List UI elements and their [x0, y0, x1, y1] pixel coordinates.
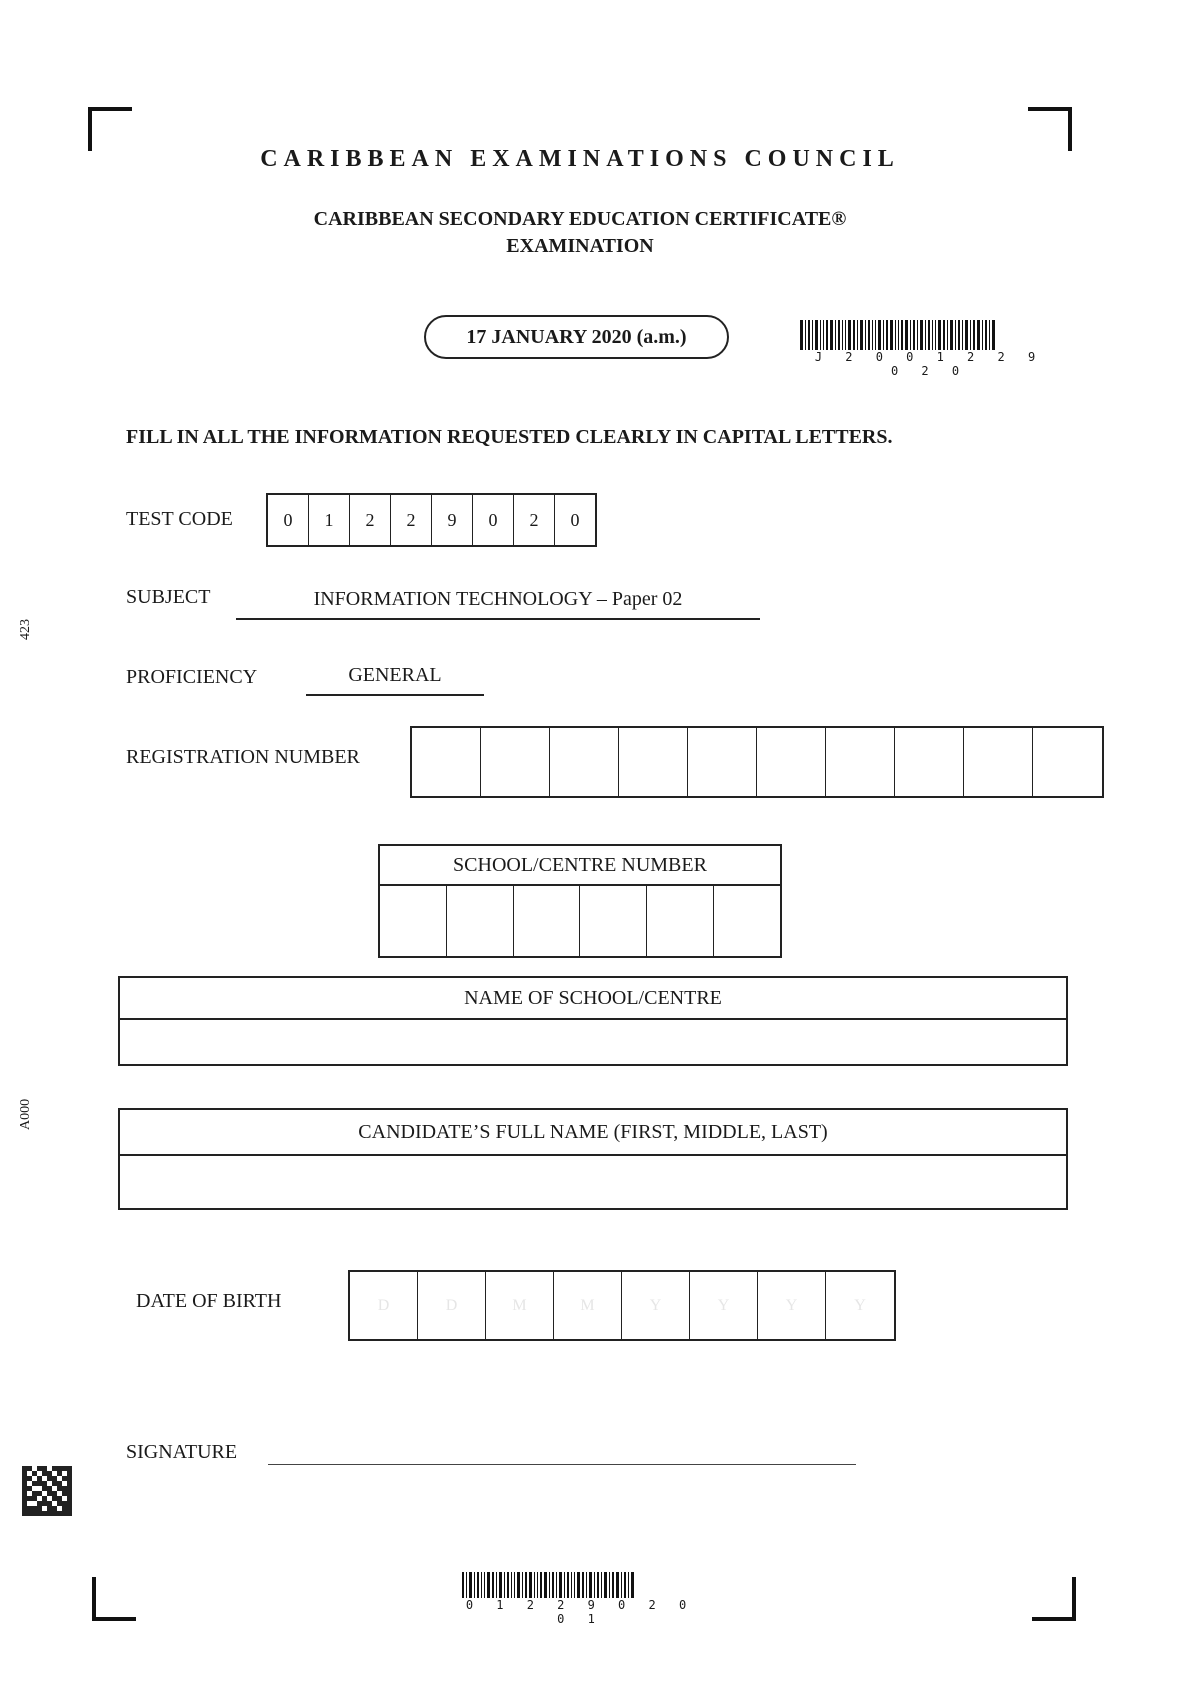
date-of-birth-boxes: [348, 1270, 896, 1341]
test-code-digit: 2: [350, 495, 391, 545]
registration-box[interactable]: [481, 728, 550, 796]
datamatrix-code: [22, 1466, 72, 1516]
school-centre-number-cells: [380, 886, 780, 956]
dob-cell[interactable]: D: [418, 1272, 486, 1339]
barcode-top-digits: J 2 0 0 1 2 2 9 0 2 0: [814, 350, 1044, 378]
school-centre-number-cell[interactable]: [514, 886, 581, 956]
test-code-digit: 9: [432, 495, 473, 545]
corner-mark-bottom-right: [1032, 1577, 1076, 1621]
test-code-boxes: [266, 493, 597, 547]
proficiency-label: PROFICIENCY: [126, 666, 258, 688]
registration-box[interactable]: [826, 728, 895, 796]
school-centre-number-cell[interactable]: [647, 886, 714, 956]
school-centre-name-label: NAME OF SCHOOL/CENTRE: [120, 978, 1066, 1020]
barcode-bottom: [462, 1572, 698, 1626]
school-centre-name-box: [118, 976, 1068, 1066]
exam-date: 17 JANUARY 2020 (a.m.): [424, 315, 729, 359]
dob-cell[interactable]: Y: [758, 1272, 826, 1339]
registration-box[interactable]: [550, 728, 619, 796]
barcode-top: [800, 320, 1058, 378]
dob-cell[interactable]: M: [554, 1272, 622, 1339]
dob-cell[interactable]: Y: [854, 1297, 866, 1314]
registration-box[interactable]: [688, 728, 757, 796]
school-centre-number-cell[interactable]: [580, 886, 647, 956]
dob-cell[interactable]: Y: [690, 1272, 758, 1339]
subject-label: SUBJECT: [126, 586, 211, 608]
registration-box[interactable]: [619, 728, 688, 796]
signature-label: SIGNATURE: [126, 1441, 238, 1463]
certificate-line: CARIBBEAN SECONDARY EDUCATION CERTIFICATE®: [313, 208, 847, 230]
side-code-top: 423: [18, 619, 33, 640]
barcode-bottom-bars: [462, 1572, 698, 1598]
certificate-title: [0, 206, 1160, 260]
corner-mark-top-left: [88, 107, 132, 151]
proficiency-field: GENERAL: [306, 664, 484, 696]
school-centre-number-box: [378, 844, 782, 958]
council-title: CARIBBEAN EXAMINATIONS COUNCIL: [260, 146, 900, 172]
school-centre-number-label: SCHOOL/CENTRE NUMBER: [380, 846, 780, 886]
registration-box[interactable]: [412, 728, 481, 796]
barcode-bottom-digits: 0 1 2 2 9 0 2 0 0 1: [465, 1598, 695, 1626]
school-centre-number-cell[interactable]: [447, 886, 514, 956]
school-centre-name-field[interactable]: [120, 1020, 1066, 1066]
test-code-digit: 1: [309, 495, 350, 545]
date-of-birth-label: DATE OF BIRTH: [136, 1290, 282, 1312]
test-code-label: TEST CODE: [126, 508, 233, 530]
test-code-digit: 0: [570, 510, 580, 530]
examination-line: EXAMINATION: [506, 235, 654, 257]
dob-cell[interactable]: D: [350, 1272, 418, 1339]
side-code-bottom: A000: [18, 1098, 33, 1130]
registration-box[interactable]: [964, 728, 1033, 796]
instruction-text: FILL IN ALL THE INFORMATION REQUESTED CLEARLY IN CAPITAL LETTERS.: [126, 426, 893, 448]
candidate-name-field[interactable]: [120, 1156, 1066, 1210]
candidate-name-label: CANDIDATE’S FULL NAME (FIRST, MIDDLE, LAST): [120, 1110, 1066, 1156]
registration-box[interactable]: [757, 728, 826, 796]
test-code-digit: 0: [473, 495, 514, 545]
registration-box[interactable]: [1033, 728, 1102, 796]
registration-number-label: REGISTRATION NUMBER: [126, 746, 360, 768]
test-code-digit: 2: [391, 495, 432, 545]
school-centre-number-cell[interactable]: [380, 886, 447, 956]
candidate-name-box: [118, 1108, 1068, 1210]
subject-field: INFORMATION TECHNOLOGY – Paper 02: [236, 588, 760, 620]
registration-box[interactable]: [895, 728, 964, 796]
barcode-top-bars: [800, 320, 1058, 350]
registration-number-boxes: [410, 726, 1104, 798]
dob-cell[interactable]: M: [486, 1272, 554, 1339]
corner-mark-bottom-left: [92, 1577, 136, 1621]
signature-line[interactable]: [268, 1464, 856, 1465]
test-code-digit: 0: [268, 495, 309, 545]
school-centre-number-cell[interactable]: [714, 886, 780, 956]
corner-mark-top-right: [1028, 107, 1072, 151]
test-code-digit: 2: [514, 495, 555, 545]
dob-cell[interactable]: Y: [622, 1272, 690, 1339]
